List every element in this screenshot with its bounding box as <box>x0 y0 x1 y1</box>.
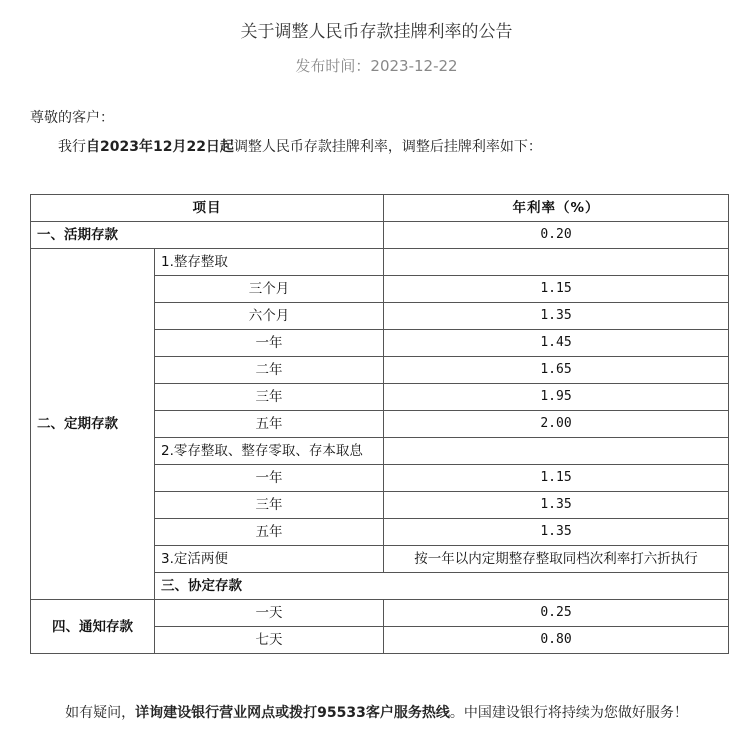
notice-title: 关于调整人民币存款挂牌利率的公告 <box>240 22 513 42</box>
rate-value: 1.65 <box>384 357 729 384</box>
category-notice-deposit: 四、通知存款 <box>31 600 155 654</box>
rate-value: 1.95 <box>384 384 729 411</box>
rate-value: 1.15 <box>384 465 729 492</box>
intro-prefix: 我行 <box>58 139 86 155</box>
deposit-rate-table <box>30 194 729 654</box>
term-label: 七天 <box>155 627 384 654</box>
term-label: 一年 <box>155 330 384 357</box>
term-label: 六个月 <box>155 303 384 330</box>
rate-value: 1.35 <box>384 492 729 519</box>
footer-note <box>0 703 753 723</box>
term-label: 二年 <box>155 357 384 384</box>
publish-date-label: 发布时间： <box>295 57 371 75</box>
rate-value: 1.35 <box>384 303 729 330</box>
publish-date-value: 2023-12-22 <box>370 57 458 75</box>
intro-effective-date: 自2023年12月22日起 <box>86 139 234 155</box>
greeting: 尊敬的客户： <box>30 110 114 126</box>
term-label: 五年 <box>155 519 384 546</box>
footer-hotline: 详询建设银行营业网点或拨打95533客户服务热线 <box>135 705 450 721</box>
header-item: 项目 <box>31 195 384 222</box>
rate-value: 1.35 <box>384 519 729 546</box>
publish-date <box>0 55 753 77</box>
category-demand-deposit: 一、活期存款 <box>31 222 384 249</box>
table-row <box>31 249 729 276</box>
term-label: 三个月 <box>155 276 384 303</box>
term-label: 一年 <box>155 465 384 492</box>
rate-value: 0.20 <box>384 222 729 249</box>
subcategory-lump-sum: 1.整存整取 <box>155 249 384 276</box>
header-rate: 年利率（%） <box>384 195 729 222</box>
rate-value: 0.25 <box>384 600 729 627</box>
rate-empty <box>384 249 729 276</box>
category-time-deposit: 二、定期存款 <box>31 249 155 600</box>
footer-suffix: 。中国建设银行将持续为您做好服务！ <box>449 705 688 721</box>
term-label: 五年 <box>155 411 384 438</box>
term-label: 一天 <box>155 600 384 627</box>
subcategory-installment: 2.零存整取、整存零取、存本取息 <box>155 438 384 465</box>
rate-value: 2.00 <box>384 411 729 438</box>
rate-value: 1.45 <box>384 330 729 357</box>
table-row <box>31 222 729 249</box>
footer-prefix: 如有疑问， <box>65 705 136 721</box>
intro-paragraph <box>58 137 542 157</box>
term-label: 三年 <box>155 384 384 411</box>
intro-suffix: 调整人民币存款挂牌利率，调整后挂牌利率如下： <box>233 139 542 155</box>
category-agreement-deposit: 三、协定存款 <box>155 573 729 600</box>
rate-value: 1.15 <box>384 276 729 303</box>
rate-description: 按一年以内定期整存整取同档次利率打六折执行 <box>384 546 729 573</box>
term-label: 三年 <box>155 492 384 519</box>
rate-empty <box>384 438 729 465</box>
rate-value: 0.80 <box>384 627 729 654</box>
table-header-row <box>31 195 729 222</box>
table-row <box>31 600 729 627</box>
subcategory-flexible: 3.定活两便 <box>155 546 384 573</box>
